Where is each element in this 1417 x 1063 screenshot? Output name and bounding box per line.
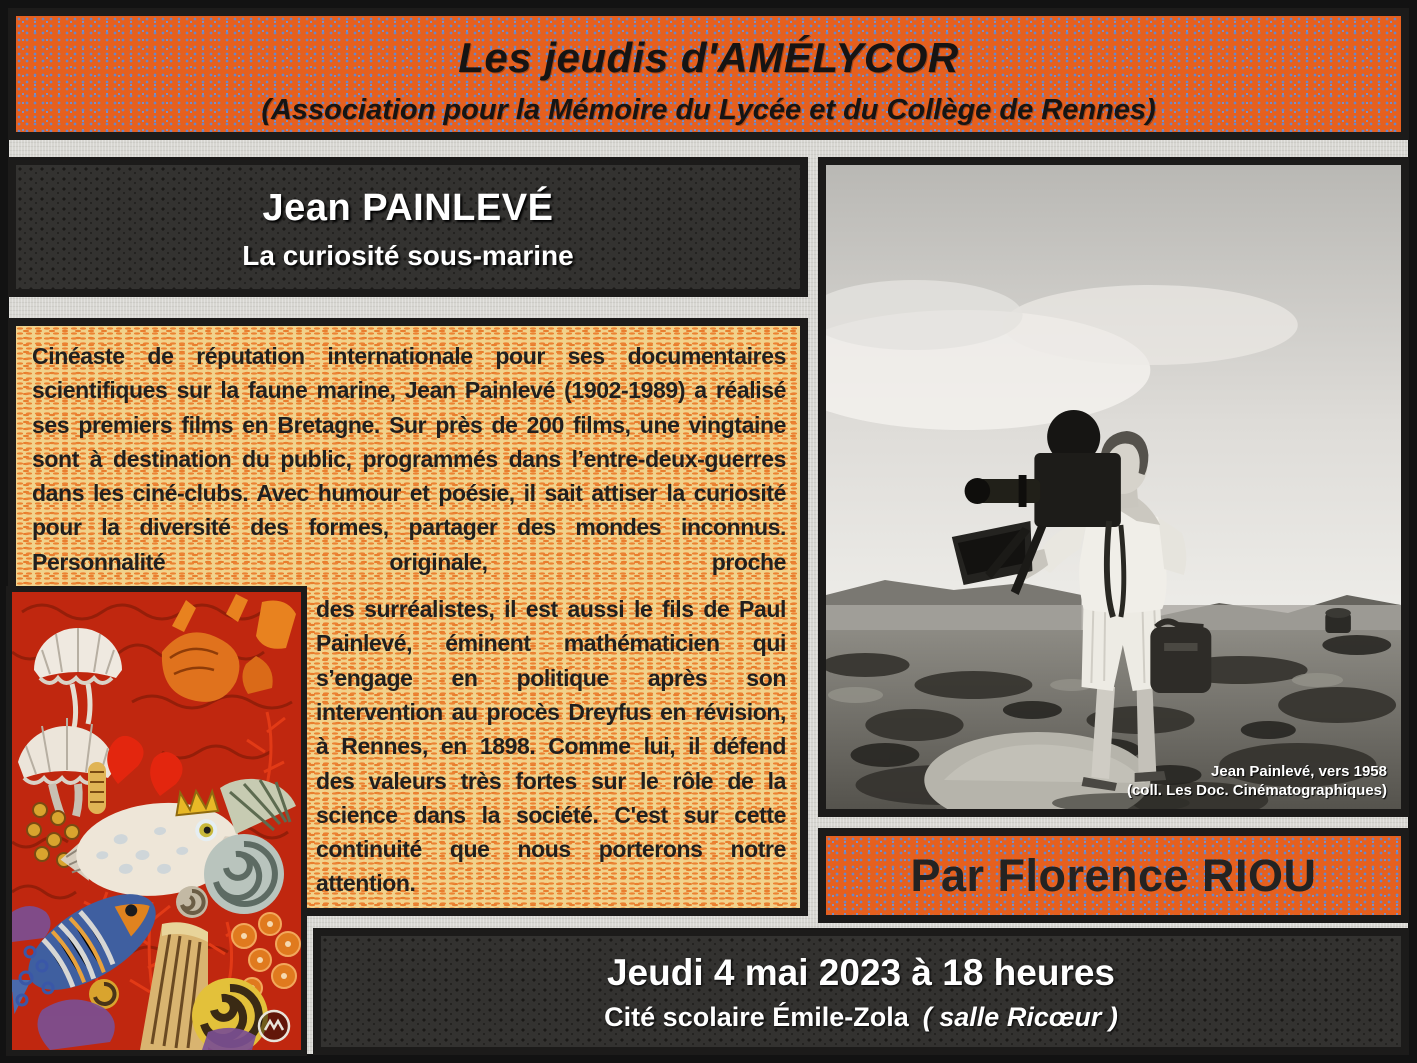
photo-illustration bbox=[826, 165, 1401, 809]
artwork-illustration bbox=[12, 592, 301, 1050]
banner-subtitle: (Association pour la Mémoire du Lycée et du Collège de Rennes) bbox=[261, 94, 1156, 126]
event-box bbox=[313, 928, 1409, 1055]
photo-caption-line2: (coll. Les Doc. Cinématographiques) bbox=[1126, 782, 1387, 799]
event-datetime: Jeudi 4 mai 2023 à 18 heures bbox=[606, 952, 1116, 993]
subject-title-box bbox=[8, 157, 808, 297]
event-room: ( salle Ricœur ) bbox=[922, 1002, 1118, 1032]
presenter-box bbox=[818, 828, 1409, 923]
banner-title: Les jeudis d'AMÉLYCOR bbox=[458, 34, 959, 81]
hip-bag bbox=[1150, 627, 1211, 693]
artwork-box bbox=[6, 586, 307, 1056]
subject-tagline: La curiosité sous-marine bbox=[242, 240, 574, 271]
photo-box bbox=[818, 157, 1409, 817]
event-location-line bbox=[321, 1002, 1401, 1033]
artist-monogram bbox=[259, 1011, 289, 1041]
presenter-name: Par Florence RIOU bbox=[910, 850, 1317, 901]
photo-caption bbox=[1127, 762, 1387, 800]
event-location: Cité scolaire Émile-Zola bbox=[604, 1002, 909, 1032]
biography-text-part1: Cinéaste de réputation internationale pour ses documentaires scientifiques sur la faune marine, Jean Painlevé (1902-1989) a réalisé ses premiers films en Bretagne. Sur près de 200 films, une vingtaine sont à destination du public, programmés dans l’entre-deux-guerres dans les ciné-clubs. Avec humour et poésie, il sait attiser la curiosité pour la diversité des formes, partager des mondes inconnus. Personnalité originale, proche bbox=[32, 343, 786, 575]
photo-caption-line1: Jean Painlevé, vers 1958 bbox=[1211, 763, 1387, 780]
biography-text-part2: des surréalistes, il est aussi le fils de Paul Painlevé, éminent mathématicien qui s’engage en politique après son intervention au procès Dreyfus en révision, à Rennes, en 1898. Comme lui, il défend des valeurs très fortes sur le rôle de la science dans la société. C'est sur cette continuité que nous porterons notre attention. bbox=[316, 596, 786, 897]
banner bbox=[8, 8, 1409, 140]
subject-name: Jean PAINLEVÉ bbox=[262, 187, 554, 229]
